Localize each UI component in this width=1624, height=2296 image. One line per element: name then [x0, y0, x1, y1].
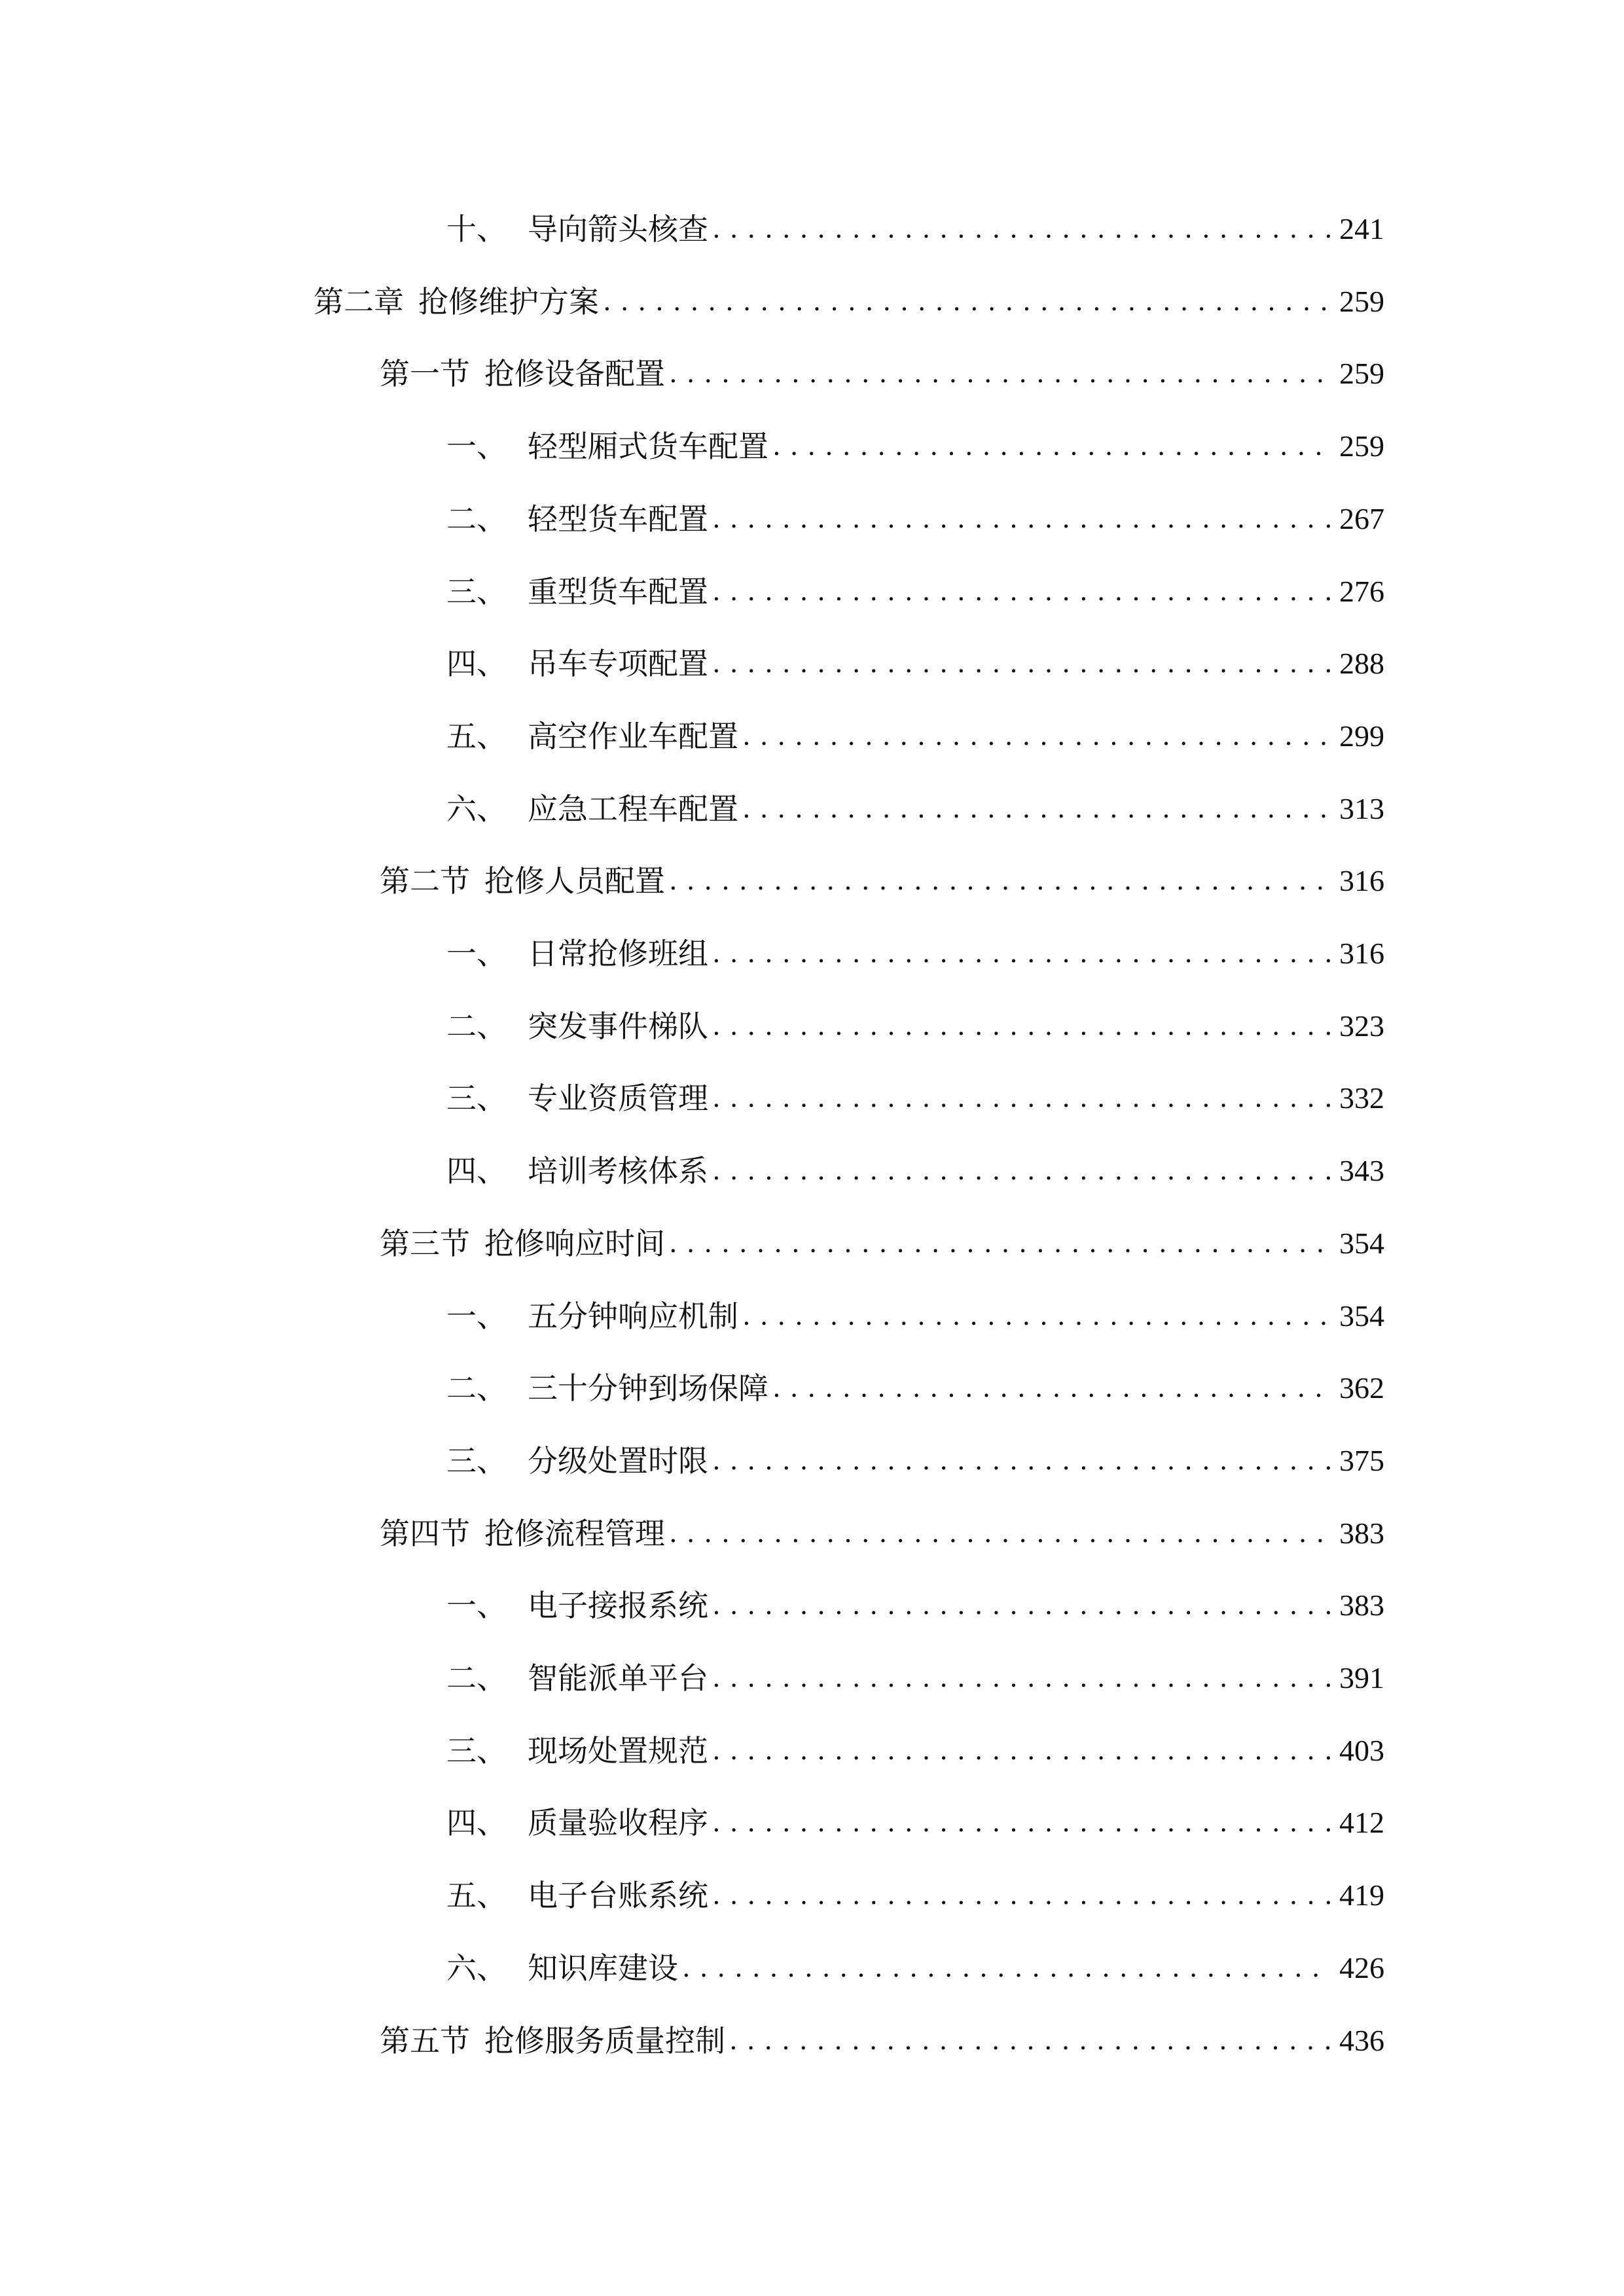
toc-entry-item[interactable] [446, 209, 1384, 249]
toc-entry-section[interactable] [380, 1514, 1384, 1553]
toc-entry-item[interactable] [446, 1586, 1384, 1625]
toc-entry-item[interactable] [446, 1659, 1384, 1698]
toc-entry-item[interactable] [446, 1876, 1384, 1915]
toc-entry-number: 一、 [446, 429, 507, 465]
toc-entry-section[interactable] [380, 2021, 1384, 2060]
toc-entry-page-number: 403 [1339, 1733, 1384, 1767]
toc-entry-title: 抢修流程管理 [484, 1515, 665, 1551]
toc-entry-number: 三、 [446, 1443, 507, 1479]
toc-entry-title: 抢修人员配置 [484, 863, 665, 899]
dot-leader [712, 1007, 1330, 1046]
toc-entry-item[interactable] [446, 1803, 1384, 1842]
toc-entry-item[interactable] [446, 1441, 1384, 1480]
toc-entry-page-number: 375 [1339, 1443, 1384, 1477]
toc-entry-number: 第三节 [380, 1225, 470, 1261]
dot-leader [712, 1659, 1330, 1698]
toc-entry-title: 三十分钟到场保障 [528, 1371, 768, 1407]
toc-entry-title: 培训考核体系 [528, 1153, 708, 1189]
toc-entry-title: 日常抢修班组 [528, 936, 708, 971]
toc-entry-page-number: 362 [1339, 1371, 1384, 1405]
toc-entry-number: 第二节 [380, 863, 470, 899]
toc-entry-page-number: 259 [1339, 429, 1384, 463]
toc-entry-item[interactable] [446, 572, 1384, 611]
toc-entry-page-number: 332 [1339, 1081, 1384, 1115]
toc-entry-page-number: 419 [1339, 1878, 1384, 1912]
toc-entry-page-number: 259 [1339, 357, 1384, 391]
toc-entry-number: 二、 [446, 1371, 507, 1407]
toc-entry-page-number: 436 [1339, 2023, 1384, 2057]
toc-entry-number: 第四节 [380, 1515, 470, 1551]
toc-entry-page-number: 354 [1339, 1226, 1384, 1260]
toc-entry-title: 质量验收程序 [528, 1805, 708, 1841]
toc-entry-title: 高空作业车配置 [528, 718, 738, 754]
dot-leader [712, 1586, 1330, 1625]
dot-leader [712, 1803, 1330, 1842]
toc-entry-page-number: 276 [1339, 574, 1384, 608]
toc-entry-section[interactable] [380, 354, 1384, 393]
toc-entry-chapter[interactable] [314, 282, 1384, 321]
toc-entry-title: 专业资质管理 [528, 1081, 708, 1117]
toc-entry-item[interactable] [446, 1369, 1384, 1408]
toc-entry-number: 一、 [446, 936, 507, 971]
dot-leader [669, 354, 1330, 393]
dot-leader [712, 499, 1330, 539]
toc-entry-number: 四、 [446, 646, 507, 682]
toc-entry-section[interactable] [380, 1224, 1384, 1263]
toc-entry-title: 智能派单平台 [528, 1660, 708, 1696]
dot-leader [712, 1079, 1330, 1118]
toc-entry-item[interactable] [446, 1079, 1384, 1118]
toc-entry-page-number: 299 [1339, 719, 1384, 753]
dot-leader [712, 1441, 1330, 1480]
dot-leader [712, 1151, 1330, 1191]
toc-entry-page-number: 313 [1339, 791, 1384, 825]
dot-leader [669, 1224, 1330, 1263]
dot-leader [742, 1297, 1330, 1336]
toc-entry-page-number: 323 [1339, 1009, 1384, 1043]
toc-entry-page-number: 383 [1339, 1588, 1384, 1623]
toc-entry-title: 电子接报系统 [528, 1588, 708, 1624]
dot-leader [669, 1514, 1330, 1553]
toc-entry-title: 知识库建设 [528, 1950, 678, 1986]
toc-entry-section[interactable] [380, 861, 1384, 901]
toc-entry-page-number: 267 [1339, 501, 1384, 535]
toc-entry-title: 电子台账系统 [528, 1878, 708, 1914]
toc-entry-page-number: 426 [1339, 1950, 1384, 1984]
dot-leader [712, 1876, 1330, 1915]
toc-entry-item[interactable] [446, 717, 1384, 756]
toc-entry-title: 吊车专项配置 [528, 646, 708, 682]
toc-entry-page-number: 259 [1339, 284, 1384, 318]
toc-entry-page-number: 354 [1339, 1299, 1384, 1333]
toc-entry-item[interactable] [446, 427, 1384, 466]
toc-entry-number: 第一节 [380, 356, 470, 392]
toc-entry-number: 一、 [446, 1298, 507, 1334]
toc-entry-number: 六、 [446, 1950, 507, 1986]
toc-entry-number: 五、 [446, 718, 507, 754]
toc-entry-page-number: 316 [1339, 937, 1384, 970]
dot-leader [712, 572, 1330, 611]
toc-entry-number: 三、 [446, 1732, 507, 1768]
toc-entry-title: 导向箭头核查 [528, 211, 708, 247]
toc-entry-title: 重型货车配置 [528, 573, 708, 609]
toc-entry-number: 一、 [446, 1588, 507, 1624]
toc-entry-item[interactable] [446, 499, 1384, 539]
toc-entry-title: 抢修服务质量控制 [484, 2022, 725, 2058]
toc-entry-number: 二、 [446, 1008, 507, 1044]
toc-entry-page-number: 316 [1339, 864, 1384, 898]
toc-entry-number: 四、 [446, 1805, 507, 1841]
toc-entry-number: 十、 [446, 211, 507, 247]
toc-entry-title: 抢修响应时间 [484, 1225, 665, 1261]
dot-leader [669, 861, 1330, 901]
toc-entry-item[interactable] [446, 1731, 1384, 1770]
toc-entry-number: 第五节 [380, 2022, 470, 2058]
toc-entry-title: 五分钟响应机制 [528, 1298, 738, 1334]
toc-entry-number: 四、 [446, 1153, 507, 1189]
dot-leader [712, 1731, 1330, 1770]
toc-entry-title: 轻型厢式货车配置 [528, 429, 768, 465]
toc-entry-item[interactable] [446, 934, 1384, 973]
toc-entry-item[interactable] [446, 1151, 1384, 1191]
dot-leader [772, 1369, 1330, 1408]
toc-entry-number: 二、 [446, 501, 507, 537]
toc-entry-page-number: 383 [1339, 1516, 1384, 1550]
toc-entry-page-number: 391 [1339, 1661, 1384, 1695]
toc-entry-title: 抢修设备配置 [484, 356, 665, 392]
toc-entry-item[interactable] [446, 789, 1384, 829]
toc-entry-number: 五、 [446, 1878, 507, 1914]
dot-leader [603, 282, 1330, 321]
toc-entry-item[interactable] [446, 644, 1384, 683]
toc-entry-title: 突发事件梯队 [528, 1008, 708, 1044]
toc-entry-number: 二、 [446, 1660, 507, 1696]
toc-entry-number: 三、 [446, 1081, 507, 1117]
dot-leader [742, 717, 1330, 756]
toc-entry-page-number: 343 [1339, 1154, 1384, 1188]
toc-entry-title: 轻型货车配置 [528, 501, 708, 537]
dot-leader [712, 209, 1330, 249]
dot-leader [712, 934, 1330, 973]
dot-leader [682, 1948, 1330, 1988]
dot-leader [712, 644, 1330, 683]
toc-entry-number: 六、 [446, 791, 507, 827]
dot-leader [772, 427, 1330, 466]
toc-entry-title: 分级处置时限 [528, 1443, 708, 1479]
toc-entry-item[interactable] [446, 1297, 1384, 1336]
dot-leader [742, 789, 1330, 829]
dot-leader [729, 2021, 1330, 2060]
toc-entry-number: 三、 [446, 573, 507, 609]
toc-entry-title: 现场处置规范 [528, 1732, 708, 1768]
toc-entry-item[interactable] [446, 1948, 1384, 1988]
toc-entry-title: 应急工程车配置 [528, 791, 738, 827]
toc-entry-title: 抢修维护方案 [418, 283, 599, 319]
toc-entry-page-number: 412 [1339, 1806, 1384, 1840]
toc-entry-item[interactable] [446, 1007, 1384, 1046]
toc-entry-page-number: 288 [1339, 647, 1384, 681]
toc-entry-number: 第二章 [314, 283, 404, 319]
toc-entry-page-number: 241 [1339, 212, 1384, 245]
